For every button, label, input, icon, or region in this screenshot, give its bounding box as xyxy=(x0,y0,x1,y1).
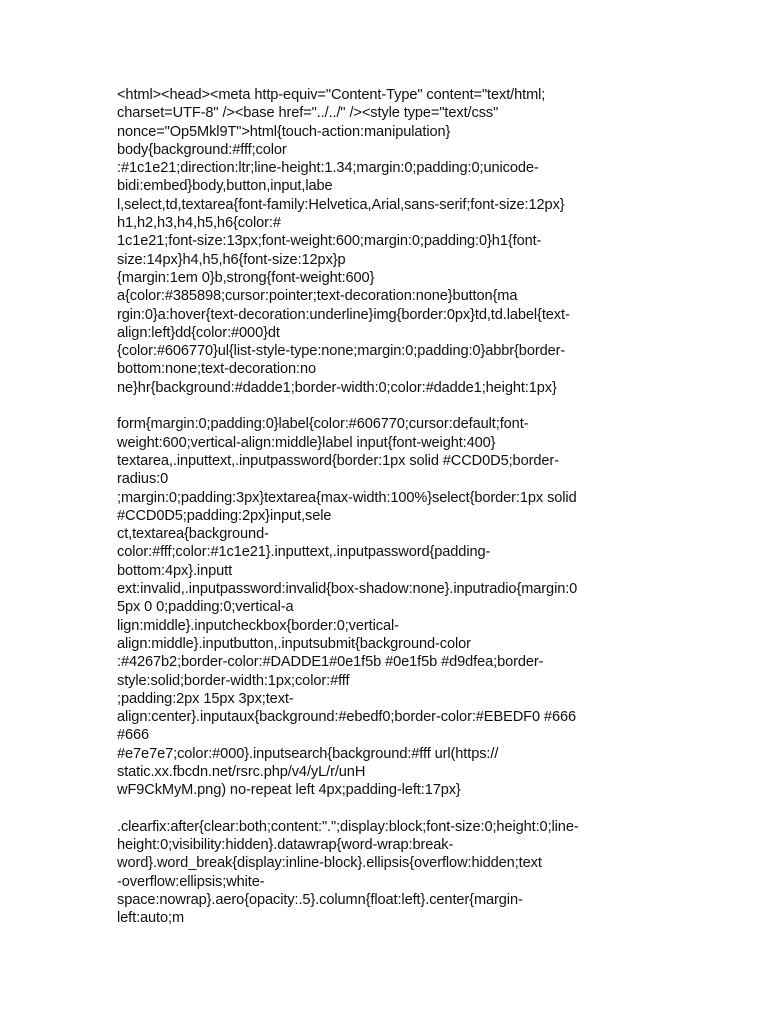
text-line: color:#fff;color:#1c1e21}.inputtext,.inputpassword{padding- xyxy=(117,544,491,561)
text-line: align:center}.inputaux{background:#ebedf0;border-color:#EBEDF0 #666 xyxy=(117,709,576,726)
text-line: bidi:embed}body,button,input,labe xyxy=(117,178,333,195)
text-line: #e7e7e7;color:#000}.inputsearch{background:#fff url(https:// xyxy=(117,745,499,762)
text-line: charset=UTF-8" /><base href="../../" /><style type="text/css" xyxy=(117,105,499,122)
text-line: ext:invalid,.inputpassword:invalid{box-shadow:none}.inputradio{margin:0 xyxy=(117,581,578,598)
paragraph-gap xyxy=(117,397,647,415)
text-line: ;margin:0;padding:3px}textarea{max-width:100%}select{border:1px solid xyxy=(117,489,577,506)
text-line: ct,textarea{background- xyxy=(117,526,269,543)
text-line: form{margin:0;padding:0}label{color:#606770;cursor:default;font- xyxy=(117,416,529,433)
text-line: static.xx.fbcdn.net/rsrc.php/v4/yL/r/unH xyxy=(117,763,366,780)
paragraph xyxy=(117,415,647,799)
text-line: -overflow:ellipsis;white- xyxy=(117,873,265,890)
text-line: radius:0 xyxy=(117,471,169,488)
text-line: {color:#606770}ul{list-style-type:none;margin:0;padding:0}abbr{border- xyxy=(117,343,566,360)
text-line: bottom:none;text-decoration:no xyxy=(117,361,317,378)
text-line: body{background:#fff;color xyxy=(117,141,287,158)
text-line: space:nowrap}.aero{opacity:.5}.column{float:left}.center{margin- xyxy=(117,892,523,909)
paragraph xyxy=(117,818,647,928)
text-line: align:left}dd{color:#000}dt xyxy=(117,324,280,341)
text-line: left:auto;m xyxy=(117,910,185,927)
paragraph xyxy=(117,86,647,397)
text-line: ne}hr{background:#dadde1;border-width:0;color:#dadde1;height:1px} xyxy=(117,379,557,396)
text-line: #CCD0D5;padding:2px}input,sele xyxy=(117,507,332,524)
text-line: 5px 0 0;padding:0;vertical-a xyxy=(117,599,294,616)
text-line: align:middle}.inputbutton,.inputsubmit{background-color xyxy=(117,635,471,652)
text-line: word}.word_break{display:inline-block}.ellipsis{overflow:hidden;text xyxy=(117,855,542,872)
text-line: wF9CkMyM.png) no-repeat left 4px;padding-left:17px} xyxy=(117,782,461,799)
text-line: 1c1e21;font-size:13px;font-weight:600;margin:0;padding:0}h1{font- xyxy=(117,233,542,250)
text-line: weight:600;vertical-align:middle}label input{font-weight:400} xyxy=(117,434,496,451)
text-line: .clearfix:after{clear:both;content:".";display:block;font-size:0;height:0;line- xyxy=(117,818,579,835)
text-line: <html><head><meta http-equiv="Content-Type" content="text/html; xyxy=(117,87,546,103)
text-line: height:0;visibility:hidden}.datawrap{word-wrap:break- xyxy=(117,837,454,854)
text-line: l,select,td,textarea{font-family:Helvetica,Arial,sans-serif;font-size:12px} xyxy=(117,196,565,213)
paragraph-gap xyxy=(117,800,647,818)
text-line: a{color:#385898;cursor:pointer;text-decoration:none}button{ma xyxy=(117,288,518,305)
text-line: style:solid;border-width:1px;color:#fff xyxy=(117,672,350,689)
text-line: lign:middle}.inputcheckbox{border:0;vertical- xyxy=(117,617,399,634)
text-line: h1,h2,h3,h4,h5,h6{color:# xyxy=(117,215,281,232)
text-line: textarea,.inputtext,.inputpassword{border:1px solid #CCD0D5;border- xyxy=(117,452,559,469)
text-line: #666 xyxy=(117,727,150,744)
text-line: {margin:1em 0}b,strong{font-weight:600} xyxy=(117,269,375,286)
text-line: nonce="Op5Mkl9T">html{touch-action:manipulation} xyxy=(117,123,451,140)
text-line: size:14px}h4,h5,h6{font-size:12px}p xyxy=(117,251,346,268)
text-line: :#4267b2;border-color:#DADDE1#0e1f5b #0e1f5b #d9dfea;border- xyxy=(117,654,544,671)
text-line: ;padding:2px 15px 3px;text- xyxy=(117,690,294,707)
text-line: :#1c1e21;direction:ltr;line-height:1.34;margin:0;padding:0;unicode- xyxy=(117,160,539,177)
document-text xyxy=(117,86,647,928)
text-line: rgin:0}a:hover{text-decoration:underline}img{border:0px}td,td.label{text- xyxy=(117,306,570,323)
text-line: bottom:4px}.inputt xyxy=(117,562,233,579)
